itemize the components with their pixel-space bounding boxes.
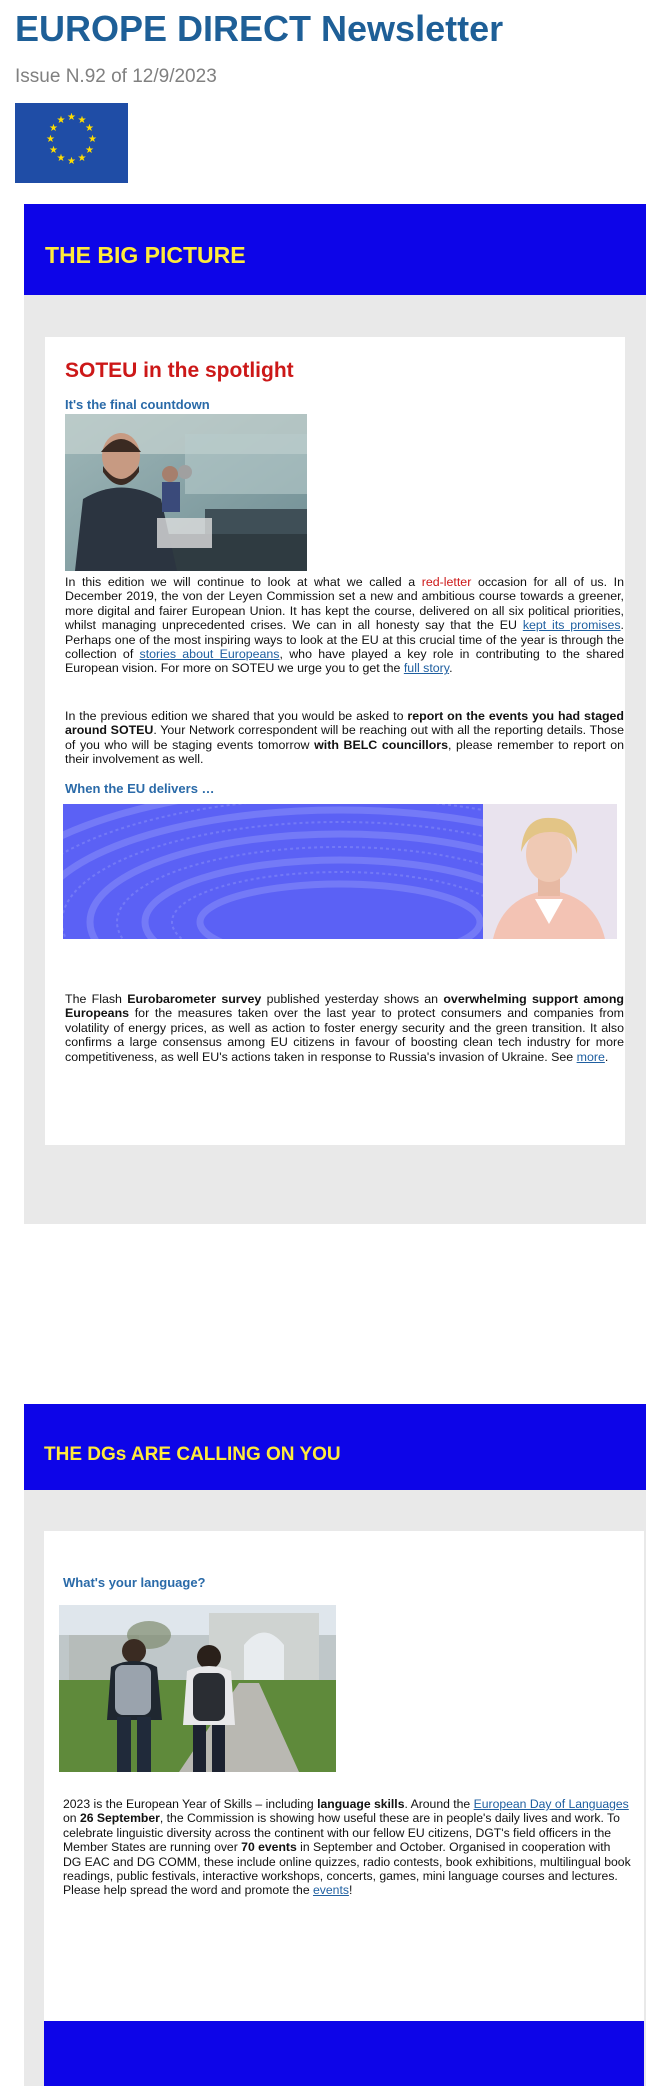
subhead-language: What's your language? [63,1575,206,1590]
svg-text:★: ★ [85,123,94,134]
text: in September and October. Organised in cooperation with DG EAC and DG COMM, these include online quizzes, radio contests, book exhibitions, multilingual book readings, public festivals, interactive workshops, concerts, games, mini language courses and lectures. Please help spread the word and promote the [63,1840,631,1898]
text: . [449,661,453,676]
text: . Perhaps one of the most inspiring ways to look at the EU at this crucial time of the year is through the collection of [65,618,624,662]
bold-text: language skills [317,1797,405,1811]
svg-text:★: ★ [67,156,76,167]
bold-text: Eurobarometer survey [127,992,262,1006]
section-band [24,1404,646,1490]
svg-text:★: ★ [46,134,55,145]
text: , who have played a key role in contributing to the shared European vision. For more on SOTEU we urge you to get the [65,647,625,676]
svg-text:★: ★ [88,134,97,145]
text: on [63,1811,80,1826]
subhead-final-countdown: It's the final countdown [65,397,210,412]
text: The Flash [65,992,128,1006]
text: In the previous edition we shared that you would be asked to [65,709,408,723]
eu-flag-icon [15,103,128,183]
paragraph-language-skills [63,1797,631,1898]
text: In this edition we will continue to look at what we called a [65,575,422,589]
paragraph-eurobarometer [65,992,624,1064]
article-card [45,337,625,1145]
svg-text:★: ★ [49,123,58,134]
svg-text:★: ★ [77,115,87,126]
text: . [604,1049,609,1064]
svg-text:★: ★ [67,112,76,123]
text: . Around the [404,1797,474,1811]
bold-text: with BELC councillors [314,737,448,752]
europa-banner-image [63,804,617,939]
bold-text: report on the events you had staged around SOTEU [65,709,624,738]
bold-text: 70 events [241,1840,297,1855]
issue-line: Issue N.92 of 12/9/2023 [15,66,217,87]
text: , please remember to report on their involvement as well. [65,737,624,767]
kept-promises-link[interactable]: kept its promises [522,618,621,633]
text: ! [348,1883,353,1898]
full-story-link[interactable]: full story [403,661,450,676]
bold-text: overwhelming support among Europeans [65,992,624,1021]
section-heading: THE DGs ARE CALLING ON YOU [44,1444,341,1465]
svg-text:★: ★ [49,145,58,156]
red-letter-text: red-letter [421,575,472,589]
text: . Your Network correspondent will be reaching out with all the reporting details. Those of you who will be staging events tomorrow [65,723,625,752]
next-section-band [44,2021,644,2086]
article-title: SOTEU in the spotlight [65,359,294,382]
newsletter-title: EUROPE DIRECT Newsletter [15,8,504,49]
masthead [15,6,655,167]
text: 2023 is the European Year of Skills – including [63,1797,318,1811]
bold-text: 26 September [79,1811,160,1826]
svg-text:★: ★ [85,145,94,156]
section-big-picture [24,204,646,1224]
text: , the Commission is showing how useful these are in people's daily lives and work. To celebrate linguistic diversity across the continent with our fellow EU citizens, DGT's field officers in the Member States are running over [63,1811,620,1855]
stories-link[interactable]: stories about Europeans [139,647,280,662]
events-link[interactable]: events [313,1883,349,1898]
section-band [24,204,646,295]
section-dgs-calling [24,1404,646,2086]
more-link[interactable]: more [576,1049,605,1064]
paragraph-report-events [65,709,624,767]
section-heading: THE BIG PICTURE [45,242,246,268]
paragraph-red-letter [65,575,624,676]
text: occasion for all of us. In December 2019, the von der Leyen Commission set a new and ambitious course towards a greener, more digital and fairer European Union. It has kept the course, delivered on all six political priorities, whilst managing unprecedented crises. We can in all honesty say that the EU [65,575,624,633]
interpreter-booth-photo [65,414,307,571]
svg-text:★: ★ [77,153,87,164]
subhead-eu-delivers: When the EU delivers … [65,781,215,796]
svg-text:★: ★ [56,153,66,164]
article-card [44,1531,644,2086]
students-walking-photo [59,1605,336,1772]
text: published yesterday shows an [261,992,444,1006]
svg-text:★: ★ [56,115,66,126]
text: for the measures taken over the last year to protect consumers and companies from volatility of energy prices, as well as action to foster energy security and the green transition. It also confirms a large consensus among EU citizens in favour of boosting clean tech industry for more competitiveness, as well EU's actions taken in response to Russia's invasion of Ukraine. See [65,1006,624,1064]
day-of-languages-link[interactable]: European Day of Languages [473,1797,629,1811]
